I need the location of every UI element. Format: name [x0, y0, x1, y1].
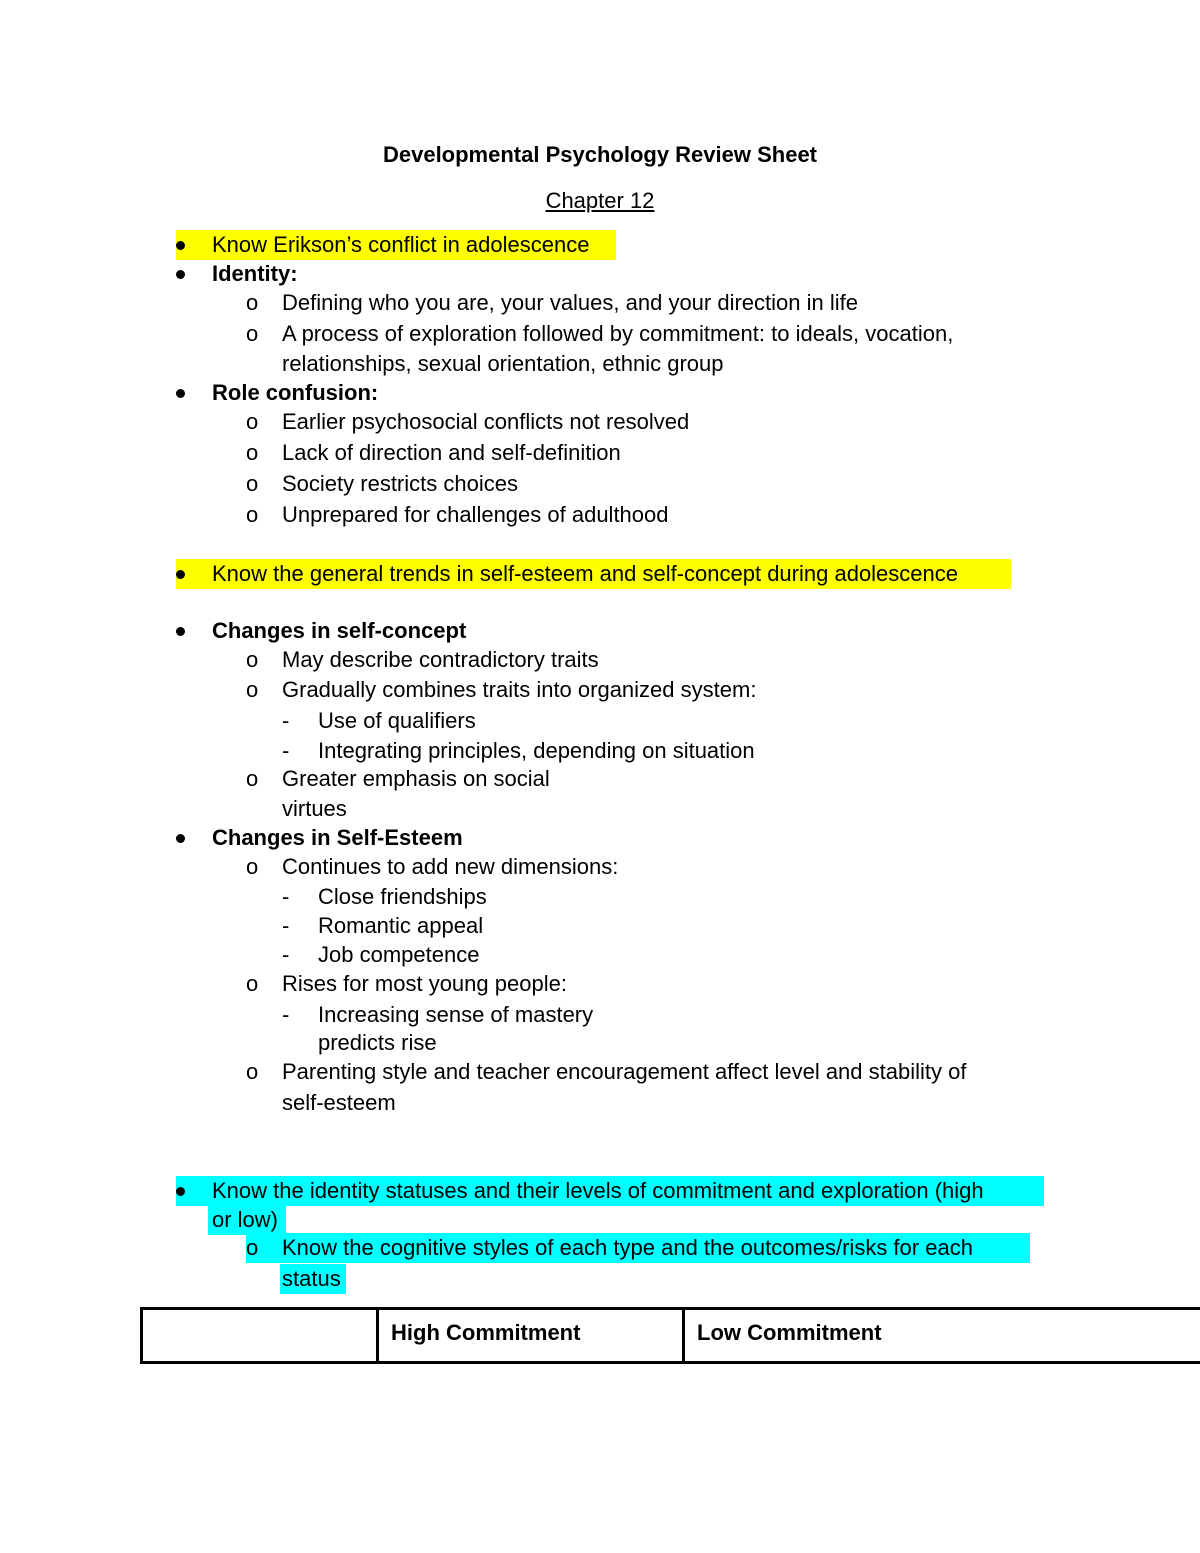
bullet-dot	[176, 834, 185, 843]
chapter-label: Chapter 12	[545, 188, 655, 213]
sub-marker: o	[246, 647, 259, 672]
sub-marker: o	[246, 766, 259, 791]
list-item: Unprepared for challenges of adulthood	[282, 502, 669, 527]
list-item: Close friendships	[318, 884, 487, 909]
sub-marker: o	[246, 854, 259, 879]
sub-marker: o	[246, 502, 259, 527]
list-item: Integrating principles, depending on situation	[318, 738, 755, 763]
section-heading-erikson: Know Erikson’s conflict in adolescence	[212, 232, 590, 257]
list-item: Parenting style and teacher encouragement affect level and stability of	[282, 1059, 967, 1084]
list-item: virtues	[282, 796, 347, 821]
bullet-dot	[176, 627, 185, 636]
list-item: Lack of direction and self-definition	[282, 440, 621, 465]
list-item: Greater emphasis on social	[282, 766, 550, 791]
list-item: self-esteem	[282, 1090, 396, 1115]
table-header-row	[142, 1309, 1200, 1363]
chapter-heading	[0, 186, 1200, 216]
list-item: Earlier psychosocial conflicts not resolved	[282, 409, 690, 434]
sub-marker: o	[246, 321, 259, 346]
bullet-dot	[176, 241, 185, 250]
list-item: Rises for most young people:	[282, 971, 567, 996]
dash-marker: -	[282, 942, 290, 967]
identity-status-table	[140, 1307, 1200, 1364]
bullet-dot	[176, 389, 185, 398]
role-confusion-label: Role confusion:	[212, 380, 379, 405]
section-heading-identity-statuses: Know the identity statuses and their levels of commitment and exploration (high	[212, 1178, 984, 1203]
section-heading-self-esteem: Know the general trends in self-esteem and self-concept during adolescence	[212, 561, 959, 586]
list-item: Romantic appeal	[318, 913, 484, 938]
table-header-low-commitment: Low Commitment	[684, 1309, 1200, 1363]
sub-marker: o	[246, 677, 259, 702]
sub-marker: o	[246, 971, 259, 996]
page-title: Developmental Psychology Review Sheet	[382, 142, 818, 167]
sub-marker: o	[246, 290, 259, 315]
list-item: predicts rise	[318, 1030, 437, 1055]
sub-marker: o	[246, 409, 259, 434]
dash-marker: -	[282, 884, 290, 909]
sub-marker: o	[246, 471, 259, 496]
table-header-high-commitment: High Commitment	[378, 1309, 684, 1363]
sub-marker: o	[246, 1235, 259, 1260]
list-item: Continues to add new dimensions:	[282, 854, 619, 879]
sub-marker: o	[246, 440, 259, 465]
identity-label: Identity:	[212, 261, 298, 286]
list-item: Job competence	[318, 942, 480, 967]
list-item: Gradually combines traits into organized system:	[282, 677, 757, 702]
dash-marker: -	[282, 738, 290, 763]
dash-marker: -	[282, 913, 290, 938]
list-item: May describe contradictory traits	[282, 647, 599, 672]
list-item: Increasing sense of mastery	[318, 1002, 594, 1027]
sub-marker: o	[246, 1059, 259, 1084]
dash-marker: -	[282, 1002, 290, 1027]
bullet-dot	[176, 570, 185, 579]
self-concept-label: Changes in self-concept	[212, 618, 467, 643]
bullet-dot	[176, 270, 185, 279]
list-item: Society restricts choices	[282, 471, 518, 496]
self-esteem-label: Changes in Self-Esteem	[212, 825, 463, 850]
list-item: Defining who you are, your values, and your direction in life	[282, 290, 858, 315]
dash-marker: -	[282, 708, 290, 733]
list-item: A process of exploration followed by commitment: to ideals, vocation,	[282, 321, 954, 346]
list-item: relationships, sexual orientation, ethnic group	[282, 351, 724, 376]
list-item: status	[282, 1266, 341, 1291]
table-cell-empty	[142, 1309, 378, 1363]
list-item: Know the cognitive styles of each type and the outcomes/risks for each	[282, 1235, 973, 1260]
bullet-dot	[176, 1187, 185, 1196]
section-heading-identity-statuses-cont: or low)	[212, 1207, 279, 1232]
list-item: Use of qualifiers	[318, 708, 476, 733]
